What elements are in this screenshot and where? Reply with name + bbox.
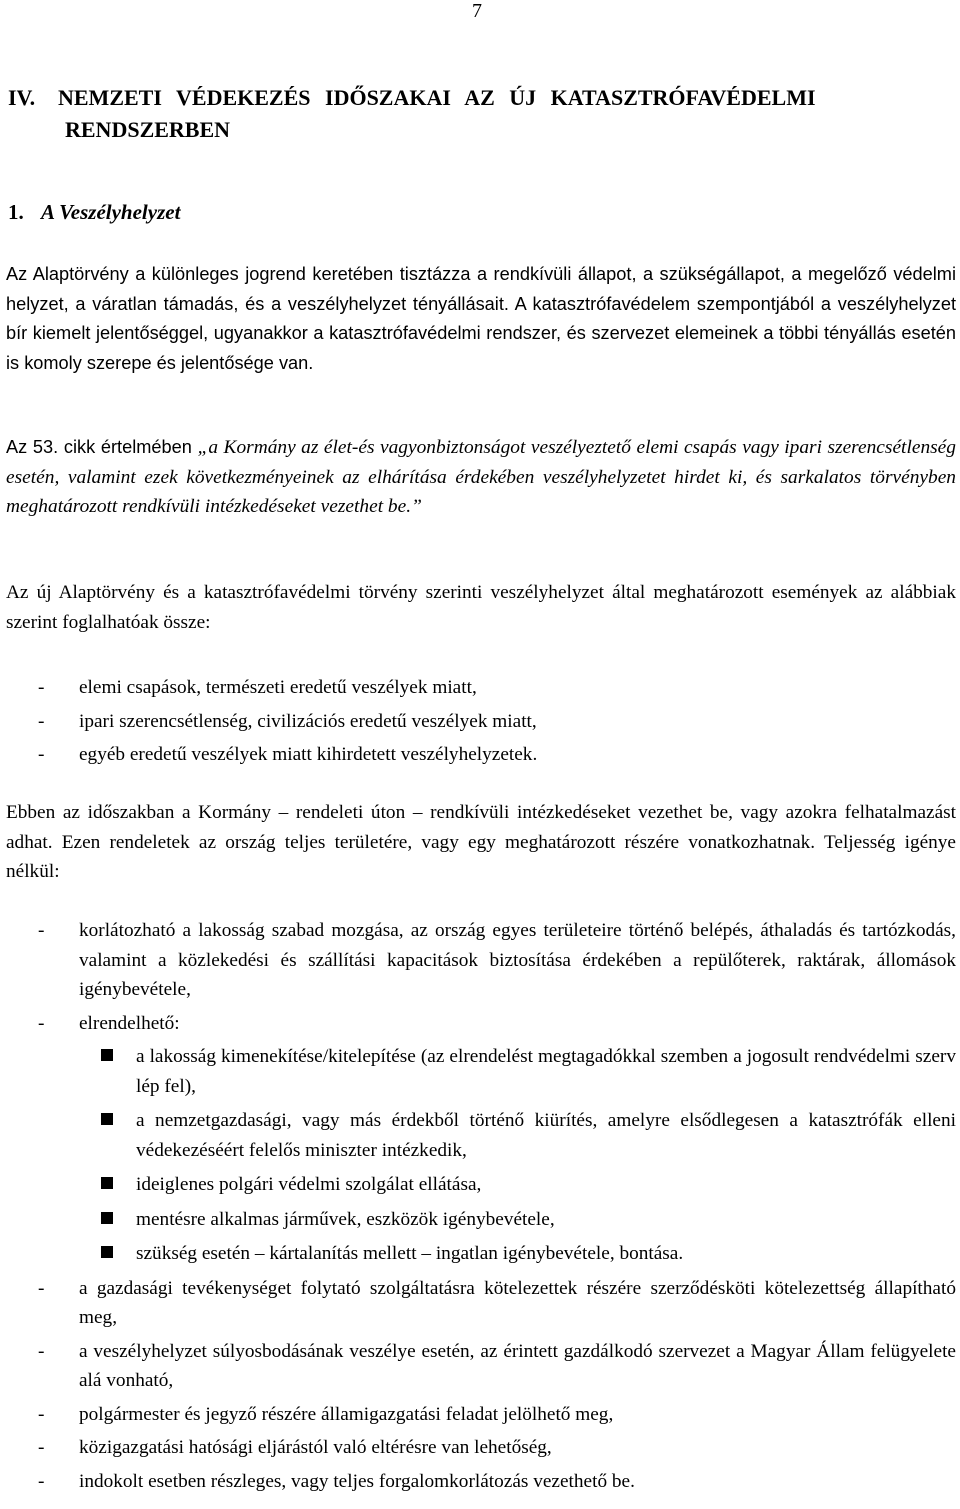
dash-bullet: - — [38, 1470, 45, 1492]
sub-list-item-text: mentésre alkalmas járművek, eszközök igénybevétele, — [136, 1208, 555, 1230]
sub-list-item — [79, 1205, 956, 1235]
square-bullet-icon — [101, 1049, 113, 1061]
section-title: A Veszélyhelyzet — [41, 200, 181, 224]
paragraph-alaptorveny: Az Alaptörvény a különleges jogrend keretében tisztázza a rendkívüli állapot, a szükségállapot, a megelőző védelmi helyzet, a váratlan támadás, és a veszélyhelyzet tényállásait. A katasztrófavédelem szempontjából a veszélyhelyzet bír kiemelt jelentőséggel, ugyanakkor a katasztrófavédelmi rendszer, és szervezet elemeinek a többi tényállás esetén is komoly szerepe és jelentősége van. — [6, 264, 956, 373]
list-item — [6, 1274, 956, 1333]
sub-list-item — [79, 1170, 956, 1200]
list-item — [6, 1400, 956, 1430]
sub-list-item-text: a lakosság kimenekítése/kitelepítése (az elrendelést megtagadókkal szemben a jogosult rendvédelmi szerv lép fel), — [136, 1046, 956, 1097]
list-item-text: a gazdasági tevékenységet folytató szolgáltatásra kötelezettek részére szerződésköti kötelezettség állapítható meg, — [79, 1277, 956, 1328]
dash-bullet: - — [38, 1277, 45, 1299]
section-number: 1. — [8, 200, 24, 224]
event-types-list — [6, 673, 956, 774]
list-item-text: polgármester és jegyző részére államigazgatási feladat jelölhető meg, — [79, 1403, 614, 1425]
list-item-text: közigazgatási hatósági eljárástól való eltérésre van lehetőség, — [79, 1437, 552, 1458]
list-item-text: a veszélyhelyzet súlyosbodásának veszélye esetén, az érintett gazdálkodó szervezet a Magyar Állam felügyelete alá vonható, — [79, 1340, 956, 1391]
list-item — [6, 916, 956, 1005]
ordered-measures-sublist — [79, 1042, 956, 1269]
paragraph-article-53 — [6, 433, 956, 522]
dash-bullet: - — [38, 1437, 45, 1458]
chapter-title-line1: NEMZETI VÉDEKEZÉS IDŐSZAKAI AZ ÚJ KATASZTRÓFAVÉDELMI — [58, 85, 816, 110]
chapter-number: IV. — [8, 85, 36, 110]
dash-bullet: - — [38, 1403, 45, 1425]
section-heading — [8, 200, 180, 225]
list-item — [6, 740, 956, 770]
square-bullet-icon — [101, 1246, 113, 1258]
dash-bullet: - — [38, 677, 45, 698]
list-item — [6, 1009, 956, 1269]
list-item — [6, 673, 956, 703]
paragraph-article-53-intro: Az 53. cikk értelmében — [6, 437, 198, 457]
chapter-heading — [8, 82, 956, 146]
dash-bullet: - — [38, 710, 45, 732]
sub-list-item-text: szükség esetén – kártalanítás mellett – ingatlan igénybevétele, bontása. — [136, 1243, 684, 1264]
square-bullet-icon — [101, 1113, 113, 1125]
measures-list — [6, 916, 956, 1500]
list-item-text: elemi csapások, természeti eredetű veszélyek miatt, — [79, 677, 477, 698]
square-bullet-icon — [101, 1177, 113, 1189]
list-item — [6, 1467, 956, 1497]
list-item-text: korlátozható a lakosság szabad mozgása, az ország egyes területeire történő belépés, áthaladás és tartózkodás, valamint a közlekedési és szállítási kapacitások biztosítása érdekében a repülőterek, raktárak, állomások igénybevétele, — [79, 920, 956, 1000]
dash-bullet: - — [38, 920, 45, 941]
list-item-text: egyéb eredetű veszélyek miatt kihirdetett veszélyhelyzetek. — [79, 744, 538, 765]
list-item-text: indokolt esetben részleges, vagy teljes forgalomkorlátozás vezethető be. — [79, 1470, 635, 1492]
list-item — [6, 1337, 956, 1396]
dash-bullet: - — [38, 1012, 45, 1034]
sub-list-item — [79, 1106, 956, 1165]
list-item — [6, 1433, 956, 1463]
square-bullet-icon — [101, 1212, 113, 1224]
dash-bullet: - — [38, 744, 45, 765]
sub-list-item — [79, 1042, 956, 1101]
paragraph-measures-intro: Ebben az időszakban a Kormány – rendeleti úton – rendkívüli intézkedéseket vezethet be, vagy azokra felhatalmazást adhat. Ezen rendeletek az ország teljes területére, vagy egy meghatározott részére vonatkozhatnak. Teljesség igénye nélkül: — [6, 802, 956, 882]
article-53-quote: „a Kormány az élet-és vagyonbiztonságot veszélyeztető elemi csapás vagy ipari szerencsétlenség esetén, valamint ezek következményeinek az elhárítása érdekében veszélyhelyzetet hirdet ki, és sarkalatos törvényben meghatározott rendkívüli intézkedéseket vezethet be.” — [6, 437, 956, 517]
list-item-text: elrendelhető: — [79, 1012, 180, 1034]
chapter-title-line2: RENDSZERBEN — [65, 117, 231, 142]
page-number: 7 — [472, 0, 482, 22]
list-item — [6, 707, 956, 737]
sub-list-item — [79, 1239, 956, 1269]
sub-list-item-text: a nemzetgazdasági, vagy más érdekből történő kiürítés, amelyre elsődlegesen a katasztrófák elleni védekezéséért felelős miniszter intézkedik, — [136, 1110, 956, 1161]
list-item-text: ipari szerencsétlenség, civilizációs eredetű veszélyek miatt, — [79, 710, 537, 732]
paragraph-events-intro: Az új Alaptörvény és a katasztrófavédelmi törvény szerinti veszélyhelyzet által meghatározott események az alábbiak szerint foglalhatóak össze: — [6, 582, 956, 633]
sub-list-item-text: ideiglenes polgári védelmi szolgálat ellátása, — [136, 1174, 482, 1195]
dash-bullet: - — [38, 1340, 45, 1362]
